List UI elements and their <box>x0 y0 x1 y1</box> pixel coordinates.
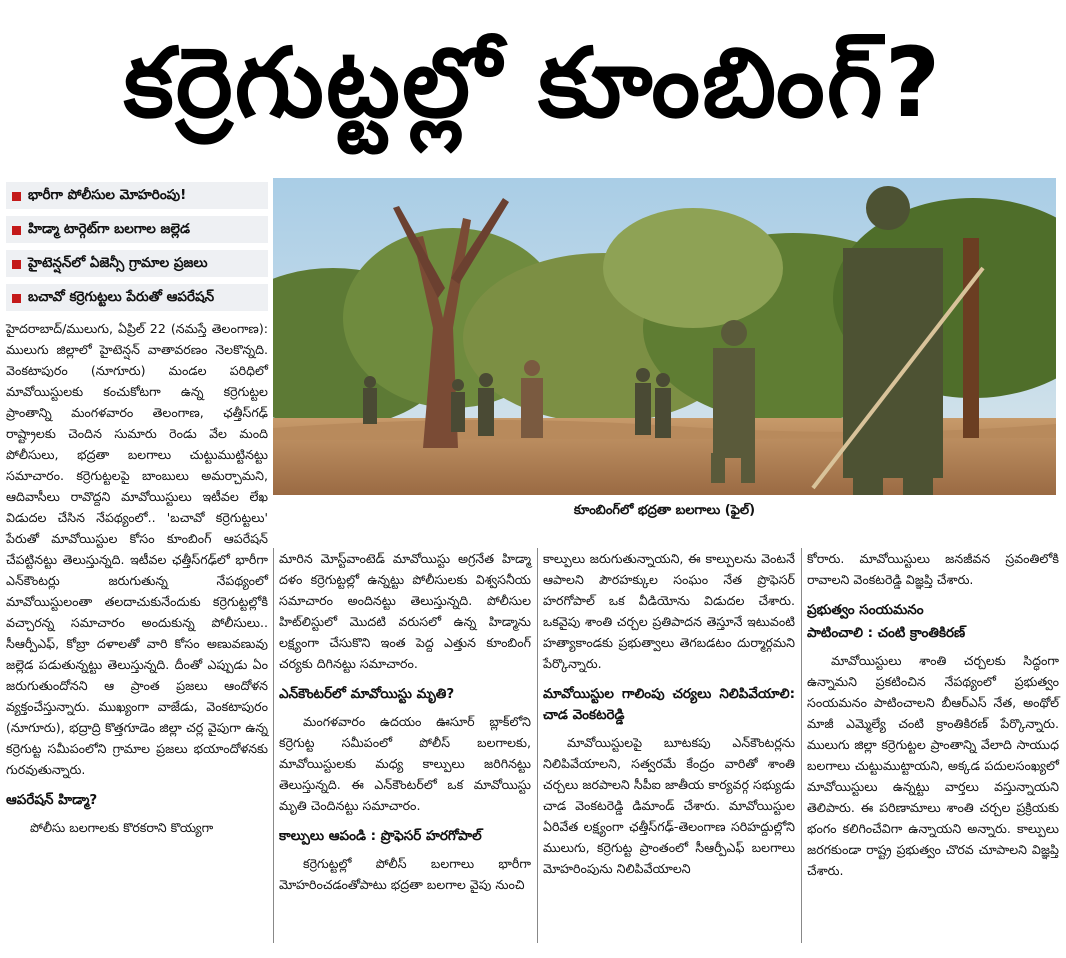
article-paragraph: కాల్పులు జరుగుతున్నాయని, ఈ కాల్పులను వెంటనే ఆపాలని పౌరహక్కుల సంఘం నేత ప్రొఫెసర్ హరగోపాల్ ఒక వీడియోను విడుదల చేశారు. ఒకవైపు శాంతి చర్చల ప్రతిపాదన తెస్తూనే ఇటువంటి హత్యాకాండకు ప్రభుత్వాలు తెగబడటం దుర్మార్గమని పేర్కొన్నారు. <box>543 551 795 671</box>
headline: కర్రెగుట్టల్లో కూంబింగ్? <box>123 27 943 139</box>
highlights-box <box>6 182 268 318</box>
article-paragraph: కర్రెగుట్టల్లో పోలీస్ బలగాలు భారీగా మోహరించడంతోపాటు భద్రతా బలగాల వైపు నుంచి <box>279 856 531 892</box>
article-column-4 <box>807 548 1059 881</box>
article-paragraph: పోలీసు బలగాలకు కొరకరాని కొయ్యగా <box>30 820 214 835</box>
photo-caption: కూంబింగ్‌లో భద్రతా బలగాలు (ఫైల్) <box>573 503 756 518</box>
subheading: ప్రభుత్వం సంయమనం <box>807 602 924 618</box>
highlight-item <box>6 284 268 311</box>
highlight-text: హిడ్మా టార్గెట్‌గా బలగాల జల్లెడ <box>28 221 190 237</box>
article-paragraph: కోరారు. మావోయిస్టులు జనజీవన స్రవంతిలోకి రావాలని వెంకటరెడ్డి విజ్ఞప్తి చేశారు. <box>807 551 1059 587</box>
subheading: పాటించాలి : చంటి క్రాంతికిరణ్ <box>807 625 966 641</box>
highlight-text: భారీగా పోలీసుల మోహరింపు! <box>28 187 187 203</box>
article-paragraph: మావోయిస్టులపై బూటకపు ఎన్‌కౌంటర్లను నిలిపివేయాలని, సత్వరమే కేంద్రం వారితో శాంతి చర్చలు జరపాలని సీపీఐ జాతీయ కార్యవర్గ సభ్యుడు చాడ వెంకటరెడ్డి డిమాండ్ చేశారు. మావోయిస్టుల ఏరివేత లక్ష్యంగా ఛత్తీస్‌గఢ్-తెలంగాణ సరిహద్దుల్లోని ములుగు, కర్రెగుట్ట ప్రాంతంలో సీఆర్పీఎఫ్ బలగాలు మోహరింపును నిలిపివేయాలని <box>543 735 795 876</box>
bullet-square-icon <box>12 260 21 269</box>
article-paragraph: మంగళవారం ఉదయం ఊసూర్ బ్లాక్‌లోని కర్రెగుట్ట సమీపంలో పోలీస్ బలగాలకు, మావోయిస్టులకు మధ్య కాల్పులు జరిగినట్టు తెలుస్తున్నది. ఈ ఎన్‌కౌంటర్‌లో ఒక మావోయిస్టు మృతి చెందినట్టు సమాచారం. <box>279 714 531 813</box>
subheading: మావోయిస్టుల గాలింపు చర్యలు నిలిపివేయాలి: చాడ వెంకటరెడ్డి <box>543 686 795 723</box>
highlight-text: బచావో కర్రెగుట్టలు పేరుతో ఆపరేషన్ <box>28 289 215 305</box>
article-intro: హైదరాబాద్/ములుగు, ఏప్రిల్ 22 (నమస్తే తెలంగాణ): ములుగు జిల్లాలో హైటెన్షన్ వాతావరణం నెలకొన్నది. వెంకటాపురం (నూగూరు) మండల పరిధిలో మావోయిస్టులకు కంచుకోటగా ఉన్న కర్రెగుట్టల ప్రాంతాన్ని మంగళవారం తెలంగాణ, ఛత్తీస్‌గఢ్ రాష్ట్రాలకు చెందిన సుమారు రెండు వేల మంది పోలీసులు, భద్రతా బలగాలు చుట్టుముట్టినట్టు సమాచారం. కర్రెగుట్టలపై బాంబులు అమర్చామని, ఆదివాసీలు రావొద్దని మావోయిస్టులు ఇటీవల లేఖ విడుదల చేసిన నేపథ్యంలో.. 'బచావో కర్రెగుట్టలు' పేరుతో మావోయిస్టుల కోసం కూంబింగ్ ఆపరేషన్ చేపట్టినట్టు తెలుస్తున్నది. ఇటీవల ఛత్తీస్‌గఢ్‌లో భారీగా ఎన్‌కౌంటర్లు జరుగుతున్న నేపథ్యంలో మావోయిస్టులంతా తలదాచుకునేందుకు కర్రెగుట్టల్లోకి వచ్చారన్న సమాచారం అందుకున్న పోలీసులు.. సీఆర్పీఎఫ్, కోబ్రా దళాలతో వారి కోసం అణువణువు జల్లెడ పడుతున్నట్టు తెలుస్తున్నది. దీంతో ఎప్పుడు ఏం జరుగుతుందోనని ఆ ప్రాంత ప్రజలు ఆందోళన వ్యక్తంచేస్తున్నారు. ముఖ్యంగా వాజేడు, వెంకటాపురం (నూగూరు), భద్రాద్రి కొత్తగూడెం జిల్లా చర్ల వైపుగా ఉన్న కర్రెగుట్ట సమీపంలోని గ్రామాల ప్రజలు భయాందోళనకు గురవుతున్నారు. <box>6 321 268 777</box>
column-divider <box>801 548 802 943</box>
subheading: కాల్పులు ఆపండి : ప్రొఫెసర్ హరగోపాల్ <box>279 828 482 844</box>
highlight-item <box>6 216 268 243</box>
subheading: ఆపరేషన్ హిడ్మా? <box>6 792 98 808</box>
highlight-item <box>6 182 268 209</box>
article-paragraph: మావోయిస్టులు శాంతి చర్చలకు సిద్ధంగా ఉన్నామని ప్రకటించిన నేపథ్యంలో ప్రభుత్వం సంయమనం పాటించాలని బీఆర్ఎస్ నేత, అంథోల్ మాజీ ఎమ్మెల్యే చంటి క్రాంతికిరణ్ పేర్కొన్నారు. ములుగు జిల్లా కర్రెగుట్టల ప్రాంతాన్ని వేలాది సాయుధ బలగాలు చుట్టుముట్టాయని, అక్కడ పదులసంఖ్యలో మావోయిస్టులు ఉన్నట్టు వార్తలు వస్తున్నాయని తెలిపారు. ఈ పరిణామాలు శాంతి చర్చల ప్రక్రియకు భంగం కలిగించేవిగా ఉన్నాయని అన్నారు. కాల్పులు జరగకుండా రాష్ట్ర ప్రభుత్వం చొరవ చూపాలని విజ్ఞప్తి చేశారు. <box>807 653 1059 878</box>
subheading: ఎన్‌కౌంటర్‌లో మావోయిస్టు మృతి? <box>279 686 455 702</box>
bullet-square-icon <box>12 192 21 201</box>
column-divider <box>273 548 274 943</box>
highlight-item <box>6 250 268 277</box>
news-photo <box>273 178 1056 495</box>
bullet-square-icon <box>12 226 21 235</box>
highlight-text: హైటెన్షన్‌లో ఏజెన్సీ గ్రామాల ప్రజలు <box>28 255 208 271</box>
column-divider <box>537 548 538 943</box>
article-column-2 <box>279 548 531 895</box>
forest-patrol-illustration <box>273 178 1056 495</box>
bullet-square-icon <box>12 294 21 303</box>
article-column-3 <box>543 548 795 879</box>
article-column-1 <box>6 318 268 838</box>
article-paragraph: మారిన మోస్ట్‌వాంటెడ్ మావోయిస్టు అగ్రనేత హిడ్మా దళం కర్రెగుట్టల్లో ఉన్నట్టు పోలీసులకు విశ్వసనీయ సమాచారం అందినట్టు తెలుస్తున్నది. పోలీసుల హిట్‌లిస్టులో మొదటి వరుసలో ఉన్న హిడ్మాను లక్ష్యంగా చేసుకొని ఇంత పెద్ద ఎత్తున కూంబింగ్ చర్యకు దిగినట్టు సమాచారం. <box>279 551 531 671</box>
